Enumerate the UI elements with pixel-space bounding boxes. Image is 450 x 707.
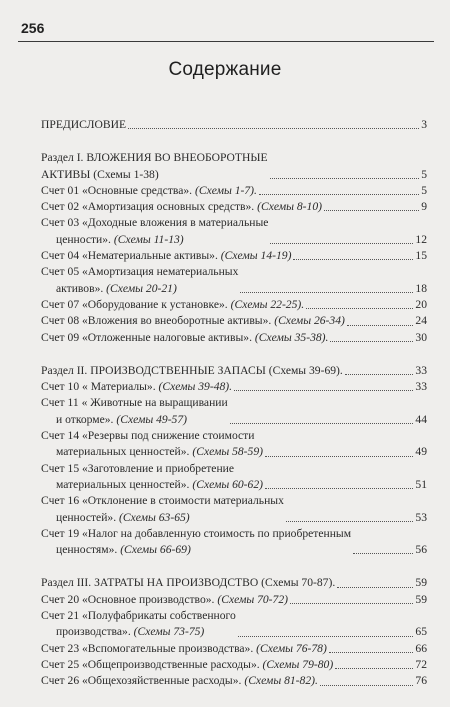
toc-entry-page: 15 [415,249,427,263]
toc-entry-line: Счет 26 «Общехозяйственные расходы». [41,674,242,688]
dot-leader [293,259,413,260]
toc-entry-ref: (Схемы 58-59) [192,445,263,459]
toc-entry-page: 59 [415,592,427,606]
dot-leader [306,308,413,309]
toc-entry-ref: (Схемы 60-62) [192,477,263,491]
toc-entry-title [41,379,232,395]
dot-leader [290,603,413,604]
toc-entry-title [41,673,318,689]
toc-entry[interactable] [41,297,427,313]
toc-entry[interactable] [41,526,427,559]
dot-leader [270,243,413,244]
toc-entry[interactable] [41,608,427,641]
toc-entry-page: 20 [415,297,427,311]
toc-entry-line: ценностям». [56,543,118,557]
dot-leader [238,636,414,637]
toc-entry[interactable] [41,264,427,297]
toc-entry-page: 72 [415,657,427,671]
toc-entry-line: Счет 07 «Оборудование к установке». [41,297,228,311]
page-title: Содержание [168,59,282,80]
toc-entry-line: производства». [56,625,131,639]
toc-entry-title [41,641,327,657]
toc-entry-title [41,608,236,641]
page-number: 256 [21,20,45,36]
toc-entry-line: материальных ценностей». [56,477,190,491]
toc-entry-page: 53 [415,510,427,524]
toc-entry-title [41,183,257,199]
toc-entry-title [41,428,263,461]
toc-entry-title [41,199,322,215]
toc-entry-page: 12 [415,232,427,246]
toc-entry-line: Счет 16 «Отклонение в стоимости материальных [41,494,284,508]
toc-section [41,150,427,346]
toc-section [41,363,427,559]
toc-entry-line: Счет 03 «Доходные вложения в материальные [41,216,269,230]
toc-entry-page: 33 [415,363,427,377]
toc-entry-line: Счет 08 «Вложения во внеоборотные активы». [41,314,272,328]
toc-entry-page: 5 [421,167,427,181]
toc-entry-line: АКТИВЫ (Схемы 1-38) [41,167,159,181]
toc-entry-line: Раздел III. ЗАТРАТЫ НА ПРОИЗВОДСТВО (Схемы 70-87). [41,576,336,590]
toc-entry-title [41,215,269,248]
toc-entry-ref: (Схемы 79-80) [262,657,334,671]
toc-entry-title [41,363,343,379]
dot-leader [329,652,414,653]
toc-entry-page: 24 [415,314,427,328]
toc-entry-title [41,297,304,313]
toc-entry-page: 18 [415,281,427,295]
table-of-contents [41,117,427,707]
toc-entry-title [41,461,263,494]
dot-leader [353,553,413,554]
toc-section [41,575,427,689]
toc-entry-ref: (Схемы 20-21) [106,281,177,295]
dot-leader [347,325,414,326]
toc-entry-line: ценности». [56,232,111,246]
toc-section [41,117,427,133]
toc-entry-title [41,657,333,673]
toc-entry-line: Счет 04 «Нематериальные активы». [41,249,218,263]
toc-entry-line: Счет 11 « Животные на выращивании [41,396,228,410]
toc-entry[interactable] [41,183,427,199]
toc-entry-line: Счет 09 «Отложенные налоговые активы». [41,330,252,344]
toc-entry-line: ценностей». [56,510,117,524]
toc-entry-page: 56 [415,543,427,557]
toc-entry-line: Счет 23 «Вспомогательные производства». [41,641,254,655]
dot-leader [286,521,414,522]
toc-entry-title [41,117,126,133]
toc-entry-page: 76 [415,674,427,688]
toc-entry[interactable] [41,330,427,346]
dot-leader [337,587,413,588]
toc-entry-page: 3 [421,118,427,131]
toc-entry-ref: (Схемы 73-75) [133,625,205,639]
toc-entry-line: Счет 02 «Амортизация основных средств». [41,200,255,214]
toc-entry[interactable] [41,248,427,264]
toc-entry-ref: (Схемы 66-69) [120,543,191,557]
toc-entry[interactable] [41,461,427,494]
dot-leader [345,374,414,375]
toc-entry-title [41,248,291,264]
toc-entry-ref: (Схемы 22-25). [230,297,305,311]
toc-entry-title [41,526,352,559]
toc-entry[interactable] [41,428,427,461]
toc-entry-line: Счет 05 «Амортизация нематериальных [41,265,239,279]
dot-leader [234,390,413,391]
toc-entry[interactable] [41,215,427,248]
toc-entry-title [41,575,335,591]
toc-entry[interactable] [41,575,427,591]
toc-entry-page: 65 [415,625,427,639]
toc-entry-ref: (Схемы 35-38). [254,330,329,344]
toc-entry-line: Счет 21 «Полуфабрикаты собственного [41,609,236,623]
dot-leader [230,423,414,424]
toc-entry-page: 66 [415,641,427,655]
toc-entry-line: активов». [56,281,104,295]
dot-leader [330,341,413,342]
toc-entry-page: 49 [415,445,427,459]
toc-entry-page: 33 [415,380,427,394]
dot-leader [335,668,413,669]
toc-entry-title [41,395,228,428]
toc-entry[interactable] [41,313,427,329]
toc-entry-page: 44 [415,412,427,426]
toc-entry-ref: (Схемы 49-57) [116,412,188,426]
dot-leader [259,194,419,195]
toc-entry-line: Раздел II. ПРОИЗВОДСТВЕННЫЕ ЗАПАСЫ (Схемы 39-69). [41,363,343,377]
toc-entry-ref: (Схемы 26-34) [274,314,345,328]
toc-entry-line: Счет 15 «Заготовление и приобретение [41,461,235,475]
toc-entry[interactable] [41,641,427,657]
toc-entry[interactable] [41,673,427,689]
toc-entry-page: 5 [421,183,427,197]
toc-entry-page: 51 [415,477,427,491]
toc-entry-line: Счет 14 «Резервы под снижение стоимости [41,429,255,443]
toc-entry-page: 30 [415,330,427,344]
toc-entry-title [41,264,239,297]
toc-entry[interactable] [41,395,427,428]
toc-entry-line: Счет 20 «Основное производство». [41,592,215,606]
toc-entry-title [41,592,288,608]
toc-entry-title [41,330,328,346]
toc-entry-ref: (Схемы 11-13) [113,232,184,246]
toc-entry[interactable] [41,592,427,608]
toc-entry-line: Счет 25 «Общепроизводственные расходы». [41,657,260,671]
toc-entry-ref: (Схемы 1-7). [194,183,257,197]
toc-entry-line: ПРЕДИСЛОВИЕ [41,118,127,131]
toc-entry-ref: (Схемы 70-72) [217,592,288,606]
toc-entry-line: Раздел I. ВЛОЖЕНИЯ ВО ВНЕОБОРОТНЫЕ [41,151,268,165]
toc-entry-ref: (Схемы 8-10) [257,200,322,214]
toc-entry[interactable] [41,199,427,215]
dot-leader [265,456,413,457]
dot-leader [270,178,420,179]
toc-entry-ref: (Схемы 63-65) [119,510,190,524]
toc-entry[interactable] [41,150,427,183]
toc-entry-title [41,493,284,526]
toc-entry-line: материальных ценностей». [56,445,190,459]
toc-entry-ref: (Схемы 14-19) [220,249,292,263]
toc-entry[interactable] [41,379,427,395]
dot-leader [320,685,414,686]
toc-entry-title [41,313,345,329]
toc-entry-ref: (Схемы 39-48). [158,380,233,394]
dot-leader [240,292,413,293]
toc-entry-line: Счет 10 « Материалы». [41,380,156,394]
toc-entry[interactable] [41,117,427,133]
header-rule [18,41,434,42]
toc-entry-title [41,150,268,183]
dot-leader [128,128,419,129]
toc-entry-ref: (Схемы 81-82). [244,674,318,688]
dot-leader [324,210,419,211]
toc-entry-line: Счет 19 «Налог на добавленную стоимость по приобретенным [41,526,352,540]
toc-entry-line: Счет 01 «Основные средства». [41,183,193,197]
toc-entry-line: и откорме». [56,412,114,426]
toc-entry[interactable] [41,363,427,379]
toc-entry-page: 59 [415,576,427,590]
toc-entry-page: 9 [421,200,427,214]
toc-entry-ref: (Схемы 76-78) [256,641,327,655]
toc-entry[interactable] [41,493,427,526]
toc-entry[interactable] [41,657,427,673]
dot-leader [265,488,413,489]
